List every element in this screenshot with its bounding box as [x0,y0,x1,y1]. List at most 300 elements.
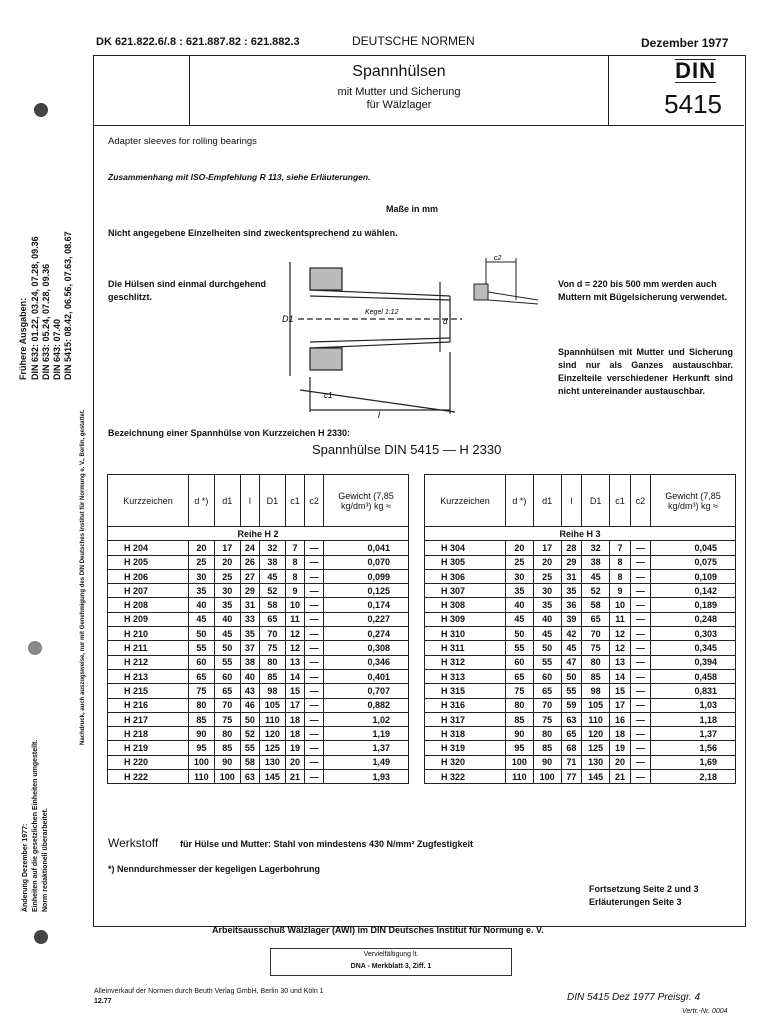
table-cell: 58 [582,598,610,612]
table-cell: 20 [285,755,304,769]
table-cell: 12 [285,641,304,655]
table-cell: — [630,598,650,612]
table-row [425,712,736,726]
table-cell: H 210 [108,627,189,641]
table-cell: 0,227 [324,612,409,626]
table-cell: — [630,698,650,712]
table-cell: 75 [582,641,610,655]
table-row [425,770,736,784]
table-cell: 65 [582,612,610,626]
table-cell: 100 [214,770,240,784]
table-cell: 75 [260,641,286,655]
table-cell: — [305,741,324,755]
table-cell: 35 [506,584,534,598]
table-cell: 15 [610,684,631,698]
table-cell: 60 [189,655,215,669]
table-cell: H 318 [425,727,506,741]
amendment-1: Einheiten auf die gesetzlichen Einheiten umgestellt. [32,739,39,912]
table-row [108,541,409,555]
table-cell: 0,045 [651,541,736,555]
material-text: für Hülse und Mutter: Stahl von mindestens 430 N/mm² Zugfestigkeit [180,839,474,849]
table-cell: — [305,655,324,669]
table-cell: — [305,541,324,555]
table-row [425,755,736,769]
table-cell: H 313 [425,669,506,683]
table-cell: H 209 [108,612,189,626]
table-cell: 0,345 [651,641,736,655]
col-kurzzeichen: Kurzzeichen [108,475,189,527]
table-cell: 43 [240,684,259,698]
table-cell: 65 [561,727,582,741]
table-cell: 75 [533,712,561,726]
col-c2: c2 [305,475,324,527]
table-cell: 28 [561,541,582,555]
table-row [108,712,409,726]
table-cell: 19 [285,741,304,755]
table-cell: 38 [260,555,286,569]
table-cell: 0,401 [324,669,409,683]
d1-dim-label: D1 [282,314,294,324]
table-cell: 25 [533,569,561,583]
table-cell: 95 [506,741,534,755]
table-cell: 25 [189,555,215,569]
table-cell: H 307 [425,584,506,598]
table-row [108,584,409,598]
table-cell: — [305,684,324,698]
table-cell: 0,458 [651,669,736,683]
col-gewicht: Gewicht (7,85 kg/dm³) kg ≈ [651,475,736,527]
table-cell: — [305,727,324,741]
table-cell: 35 [561,584,582,598]
table-cell: 55 [240,741,259,755]
table-cell: 65 [214,684,240,698]
table-cell: 100 [506,755,534,769]
table-cell: 20 [610,755,631,769]
table-cell: 35 [214,598,240,612]
table-cell: — [630,684,650,698]
table-cell: 0,125 [324,584,409,598]
table-cell: 70 [260,627,286,641]
footer-vertr: Vertr.-Nr. 0004 [682,1008,728,1015]
table-cell: 0,248 [651,612,736,626]
table-cell: 32 [582,541,610,555]
table-cell: 1,37 [324,741,409,755]
table-cell: 0,099 [324,569,409,583]
table-cell: 46 [240,698,259,712]
table-cell: 105 [582,698,610,712]
table-cell: 70 [582,627,610,641]
table-row [108,627,409,641]
table-cell: H 312 [425,655,506,669]
table-cell: H 316 [425,698,506,712]
page-title: Spannhülsen [352,63,446,80]
table-cell: 38 [582,555,610,569]
table-row [425,741,736,755]
table-cell: — [630,770,650,784]
amendment-2: Norm redaktionell überarbeitet. [42,808,49,912]
earlier-edition-3: DIN 643: 07.40 [52,318,62,380]
table-cell: 70 [214,698,240,712]
table-cell: H 311 [425,641,506,655]
table-cell: 110 [582,712,610,726]
table-row [425,584,736,598]
table-cell: 18 [610,727,631,741]
table-row [108,555,409,569]
table-cell: 18 [285,712,304,726]
table-cell: 80 [582,655,610,669]
table-cell: H 215 [108,684,189,698]
table-cell: 0,109 [651,569,736,583]
slit-note: Die Hülsen sind einmal durchgehend geschlitzt. [108,279,267,302]
table-cell: 8 [285,555,304,569]
table-cell: 40 [240,669,259,683]
table-cell: — [305,569,324,583]
designation-example: Spannhülse DIN 5415 — H 2330 [312,442,502,457]
col-d1: d1 [533,475,561,527]
table-cell: 13 [610,655,631,669]
table-cell: 1,56 [651,741,736,755]
col-l: l [561,475,582,527]
table-cell: 35 [533,598,561,612]
table-row [425,655,736,669]
table-cell: 55 [189,641,215,655]
table-cell: 29 [561,555,582,569]
col-c1: c1 [285,475,304,527]
table-cell: 1,19 [324,727,409,741]
table-cell: 0,303 [651,627,736,641]
table-cell: 45 [260,569,286,583]
d-dim-label: d [443,317,448,326]
footnote: *) Nenndurchmesser der kegeligen Lagerbohrung [108,864,321,874]
din-number-cell [608,55,744,125]
table-cell: H 315 [425,684,506,698]
table-cell: 60 [214,669,240,683]
table-cell: 63 [561,712,582,726]
din-logo-word: DIN [675,58,716,83]
series-title: Reihe H 2 [108,527,409,541]
table-cell: H 217 [108,712,189,726]
table-cell: H 309 [425,612,506,626]
table-cell: H 322 [425,770,506,784]
table-row [108,755,409,769]
table-cell: 95 [189,741,215,755]
table-cell: 65 [189,669,215,683]
english-title: Adapter sleeves for rolling bearings [108,136,257,147]
table-cell: 85 [533,741,561,755]
table-cell: 30 [506,569,534,583]
col-D1: D1 [582,475,610,527]
table-cell: H 306 [425,569,506,583]
table-cell: 17 [214,541,240,555]
table-cell: 40 [214,612,240,626]
table-cell: H 304 [425,541,506,555]
table-cell: 100 [533,770,561,784]
earlier-edition-1: DIN 632: 01.22, 03.24, 07.28, 09.36 [30,236,40,380]
continuation-notes: Erläuterungen Seite 3 [589,897,682,907]
table-cell: 59 [561,698,582,712]
table-cell: 60 [533,669,561,683]
table-cell: 11 [610,612,631,626]
table-cell: H 220 [108,755,189,769]
table-cell: — [305,555,324,569]
table-cell: 85 [582,669,610,683]
table-cell: 130 [582,755,610,769]
table-cell: H 317 [425,712,506,726]
table-cell: 65 [506,669,534,683]
table-cell: 32 [260,541,286,555]
table-cell: 35 [189,584,215,598]
c1-dim-label: c1 [324,391,333,400]
table-cell: 125 [582,741,610,755]
table-cell: 21 [610,770,631,784]
material-label: Werkstoff [108,836,159,850]
table-cell: 0,075 [651,555,736,569]
table-cell: 50 [533,641,561,655]
table-cell: 50 [506,627,534,641]
table-cell: — [305,669,324,683]
table-cell: 12 [285,627,304,641]
table-cell: — [305,770,324,784]
table-cell: 145 [582,770,610,784]
table-cell: 20 [189,541,215,555]
sleeve-drawing [280,252,480,422]
table-row [425,727,736,741]
taper-label: Kegel 1:12 [365,309,399,316]
earlier-edition-4: DIN 5415: 08.42, 06.56, 07.63, 08.67 [63,231,73,380]
table-cell: 0,831 [651,684,736,698]
table-cell: H 218 [108,727,189,741]
stamp-line1: Vervielfältigung lt. [363,951,419,958]
table-cell: — [630,541,650,555]
table-cell: H 211 [108,641,189,655]
table-cell: 65 [533,684,561,698]
continuation-pages: Fortsetzung Seite 2 und 3 [589,884,699,894]
table-cell: 85 [189,712,215,726]
table-cell: H 206 [108,569,189,583]
table-cell: 31 [240,598,259,612]
amendment-title: Änderung Dezember 1977: [22,823,29,912]
table-cell: 110 [506,770,534,784]
table-cell: 45 [189,612,215,626]
table-cell: — [305,627,324,641]
table-row [108,641,409,655]
table-cell: 8 [610,569,631,583]
table-cell: 80 [506,698,534,712]
table-row [108,741,409,755]
table-row [108,727,409,741]
table-cell: H 213 [108,669,189,683]
table-cell: 9 [285,584,304,598]
table-cell: H 205 [108,555,189,569]
table-row [425,555,736,569]
table-row [108,569,409,583]
table-cell: 0,274 [324,627,409,641]
table-row [108,684,409,698]
table-cell: — [630,555,650,569]
table-cell: H 222 [108,770,189,784]
table-cell: 100 [189,755,215,769]
dk-classification: DK 621.822.6/.8 : 621.887.82 : 621.882.3 [96,36,300,48]
table-cell: H 219 [108,741,189,755]
title-sub2: für Wälzlager [366,99,432,111]
table-cell: H 208 [108,598,189,612]
table-cell: 80 [189,698,215,712]
table-cell: 14 [610,669,631,683]
table-cell: 12 [610,627,631,641]
punch-hole-bottom [34,930,48,944]
table-cell: 125 [260,741,286,755]
earlier-edition-2: DIN 633: 05.24, 07.28, 09.36 [41,263,51,380]
table-cell: 110 [260,712,286,726]
table-cell: 105 [260,698,286,712]
table-cell: 90 [214,755,240,769]
table-cell: 85 [260,669,286,683]
table-cell: 63 [240,770,259,784]
table-cell: 8 [610,555,631,569]
l-dim-label: l [378,410,380,420]
table-row [425,669,736,683]
table-cell: 9 [610,584,631,598]
table-cell: 52 [240,727,259,741]
table-row [108,698,409,712]
table-cell: 50 [240,712,259,726]
table-cell: 68 [561,741,582,755]
table-cell: 7 [610,541,631,555]
series-title: Reihe H 3 [425,527,736,541]
committee: Arbeitsausschuß Wälzlager (AWl) im DIN Deutsches Institut für Normung e. V. [212,925,544,935]
table-cell: 0,308 [324,641,409,655]
table-cell: 20 [214,555,240,569]
table-cell: H 204 [108,541,189,555]
table-cell: 75 [506,684,534,698]
table-h2 [107,474,409,784]
table-cell: — [305,598,324,612]
table-row [108,770,409,784]
table-cell: 0,882 [324,698,409,712]
table-cell: 75 [189,684,215,698]
table-cell: — [630,584,650,598]
table-cell: 55 [533,655,561,669]
table-cell: — [630,669,650,683]
title-block [93,55,744,126]
table-cell: 1,93 [324,770,409,784]
table-cell: 55 [561,684,582,698]
table-cell: H 212 [108,655,189,669]
table-row [425,598,736,612]
table-cell: 30 [189,569,215,583]
table-cell: 40 [506,598,534,612]
table-cell: 45 [561,641,582,655]
table-cell: 60 [506,655,534,669]
table-cell: 71 [561,755,582,769]
table-cell: 98 [260,684,286,698]
table-cell: 1,03 [651,698,736,712]
table-cell: 0,394 [651,655,736,669]
table-cell: — [630,655,650,669]
table-cell: 2,18 [651,770,736,784]
table-cell: 58 [240,755,259,769]
table-cell: — [305,698,324,712]
interchange-note: Spannhülsen mit Mutter und Sicherung sind nur als Ganzes austauschbar. Einzelteile verschiedener Herkunft sind nicht untereinander austauschbar. [558,347,733,396]
table-cell: — [305,641,324,655]
table-cell: 26 [240,555,259,569]
table-cell: 36 [561,598,582,612]
table-cell: 80 [214,727,240,741]
table-cell: 39 [561,612,582,626]
table-cell: 58 [260,598,286,612]
table-cell: 90 [506,727,534,741]
table-row [108,612,409,626]
table-cell: 52 [260,584,286,598]
punch-hole-middle [28,641,42,655]
units-note: Maße in mm [386,204,439,214]
table-cell: 10 [285,598,304,612]
table-cell: 29 [240,584,259,598]
designation-intro: Bezeichnung einer Spannhülse von Kurzzeichen H 2330: [108,428,351,438]
table-cell: 77 [561,770,582,784]
table-cell: 98 [582,684,610,698]
table-cell: 21 [285,770,304,784]
table-cell: 80 [533,727,561,741]
table-row [425,684,736,698]
table-cell: 27 [240,569,259,583]
title-left-cell [93,55,190,125]
table-cell: 0,070 [324,555,409,569]
table-cell: 120 [260,727,286,741]
table-cell: 1,02 [324,712,409,726]
table-cell: 24 [240,541,259,555]
table-cell: 110 [189,770,215,784]
table-cell: 11 [285,612,304,626]
table-cell: — [630,755,650,769]
table-cell: 90 [533,755,561,769]
table-cell: 0,707 [324,684,409,698]
table-cell: 0,142 [651,584,736,598]
table-row [425,698,736,712]
table-cell: 0,174 [324,598,409,612]
table-cell: 16 [610,712,631,726]
table-cell: 40 [189,598,215,612]
table-cell: — [630,712,650,726]
col-l: l [240,475,259,527]
table-h3 [424,474,736,784]
table-cell: 85 [214,741,240,755]
footer-din: DIN 5415 Dez 1977 Preisgr. 4 [567,992,701,1003]
table-cell: 70 [533,698,561,712]
table-cell: 55 [506,641,534,655]
table-cell: 75 [214,712,240,726]
table-cell: 50 [561,669,582,683]
table-cell: 42 [561,627,582,641]
table-cell: 55 [214,655,240,669]
table-cell: 7 [285,541,304,555]
reprint-note: Nachdruck, auch auszugsweise, nur mit Genehmigung des DIN Deutsches Institut für Normung e. V., Berlin, gestattet. [80,409,86,745]
table-cell: 40 [533,612,561,626]
table-cell: 1,18 [651,712,736,726]
table-row [425,641,736,655]
table-cell: 120 [582,727,610,741]
sales-note: Alleinverkauf der Normen durch Beuth Verlag GmbH, Berlin 30 und Köln 1 [94,988,324,995]
table-cell: 17 [533,541,561,555]
table-row [108,655,409,669]
table-cell: 47 [561,655,582,669]
col-c2: c2 [630,475,650,527]
table-row [108,598,409,612]
table-cell: 18 [285,727,304,741]
col-d1: d1 [214,475,240,527]
deutsche-normen: DEUTSCHE NORMEN [352,34,475,48]
col-gewicht: Gewicht (7,85 kg/dm³) kg ≈ [324,475,409,527]
